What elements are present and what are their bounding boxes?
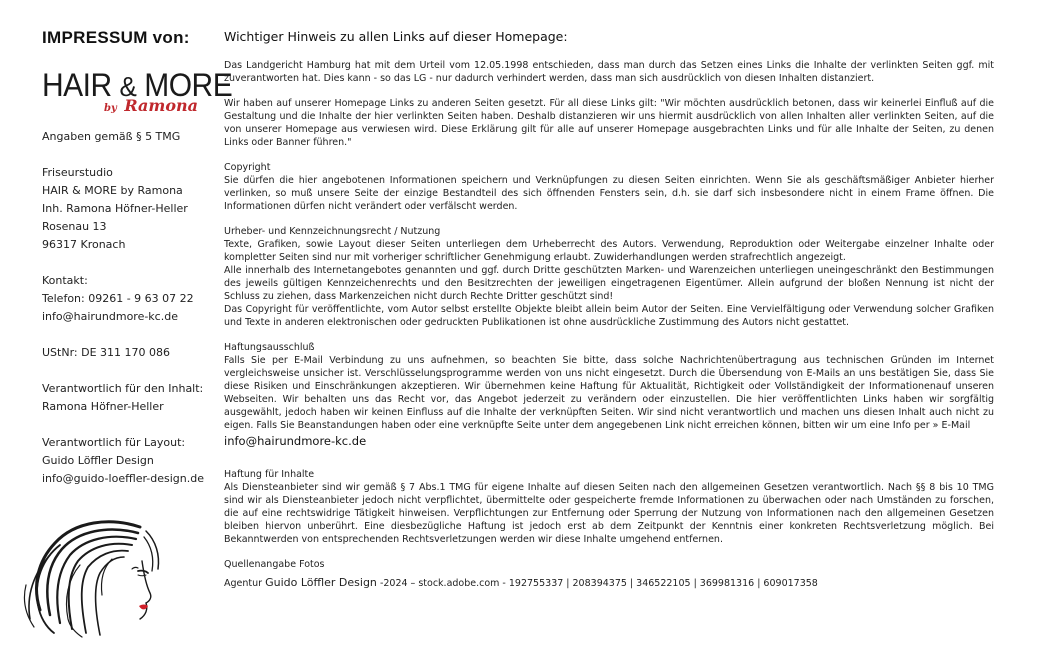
photo-credits-title: Quellenangabe Fotos	[224, 559, 325, 570]
address-block	[42, 164, 217, 254]
urheber-section	[224, 225, 994, 329]
intro-paragraph-1: Das Landgericht Hamburg hat mit dem Urteil vom 12.05.1998 entschieden, dass man durch das Setzen eines Links die Inhalte der verlinkten Seiten ggf. mit zuverantworten hat. Dies kann - so das LG - nur dadurch verhindert werden, dass man sich ausdrücklich von diesen Inhalten distanziert.	[224, 60, 994, 84]
copyright-section	[224, 161, 994, 213]
layout-responsible-label: Verantwortlich für Layout:	[42, 436, 186, 449]
urheber-body-2: Alle innerhalb des Internetangebotes genannten und ggf. durch Dritte geschützten Marken- und Warenzeichen unterliegen uneingeschränkt den Bestimmungen des jeweils gültigen Kennzeichenrechts und den Besitzrechten der jeweiligen eingetragenen Eigentümer. Allein aufgrund der bloßen Nennung ist nicht der Schluss zu ziehen, dass Markenzeichen nicht durch Rechte Dritter geschützt sind!	[224, 265, 994, 302]
copyright-title: Copyright	[224, 162, 271, 173]
logo-ampersand: &	[119, 70, 137, 103]
haftungsausschluss-title: Haftungsausschluß	[224, 342, 315, 353]
ust-number: UStNr: DE 311 170 086	[42, 346, 171, 359]
logo-word-more: MORE	[144, 67, 233, 104]
angaben-tmg: Angaben gemäß § 5 TMG	[42, 130, 181, 143]
content-responsible-block	[42, 380, 217, 416]
address-line: 96317 Kronach	[42, 238, 126, 251]
layout-responsible-block	[42, 434, 217, 488]
content-responsible-name: Ramona Höfner-Heller	[42, 400, 164, 413]
hair-and-more-logo	[42, 67, 233, 120]
impressum-title: IMPRESSUM von:	[42, 28, 190, 47]
credits-prefix: Agentur	[224, 578, 263, 589]
haftung-inhalte-section	[224, 468, 994, 546]
page-title: Wichtiger Hinweis zu allen Links auf dieser Homepage:	[224, 29, 568, 44]
photo-credits-line	[224, 576, 994, 590]
haftung-inhalte-title: Haftung für Inhalte	[224, 469, 315, 480]
layout-email-link[interactable]: info@guido-loeffler-design.de	[42, 472, 205, 485]
address-line: Inh. Ramona Höfner-Heller	[42, 202, 188, 215]
address-line: Rosenau 13	[42, 220, 107, 233]
contact-email-link[interactable]: info@hairundmore-kc.de	[42, 310, 178, 323]
haftung-email-link[interactable]: info@hairundmore-kc.de	[224, 434, 367, 448]
legal-main-content	[224, 30, 994, 602]
contact-label: Kontakt:	[42, 274, 88, 287]
address-line: HAIR & MORE by Ramona	[42, 184, 183, 197]
logo-name-ramona: Ramona	[124, 96, 199, 115]
intro-paragraph-2: Wir haben auf unserer Homepage Links zu anderen Seiten gesetzt. Für all diese Links gilt: "Wir möchten ausdrücklich betonen, dass wir keinerlei Einfluß auf die Gestaltung und die Inhalte der hier verlinkten Seiten haben. Deshalb distanzieren wir uns hiermit ausdrücklich von allen Inhalten aller verlinkten Seiten, auf die von unserer Homepage aus verwiesen wird. Diese Erklärung gilt für alle auf unserer Homepage ausgebrachten Links und für alle Inhalte der Seiten, zu denen Links oder Banner führen."	[224, 98, 994, 148]
address-line: Friseurstudio	[42, 166, 113, 179]
logo-by: by	[104, 103, 117, 114]
urheber-title: Urheber- und Kennzeichnungsrecht / Nutzung	[224, 226, 441, 237]
logo-word-hair: HAIR	[42, 67, 112, 104]
credits-agency: Guido Löffler Design	[265, 576, 377, 589]
contact-phone: Telefon: 09261 - 9 63 07 22	[42, 292, 194, 305]
urheber-body-3: Das Copyright für veröffentlichte, vom Autor selbst erstellte Objekte bleibt allein beim Autor der Seiten. Eine Vervielfältigung oder Verwendung solcher Grafiken und Texte in anderen elektronischen oder gedruckten Publikationen ist ohne ausdrückliche Zustimmung des Autors nicht gestattet.	[224, 304, 994, 328]
credits-stock-ids: -2024 – stock.adobe.com - 192755337 | 208394375 | 346522105 | 369981316 | 609017358	[379, 578, 818, 589]
haftung-inhalte-body: Als Diensteanbieter sind wir gemäß § 7 Abs.1 TMG für eigene Inhalte auf diesen Seiten nach den allgemeinen Gesetzen verantwortlich. Nach §§ 8 bis 10 TMG sind wir als Diensteanbieter jedoch nicht verpflichtet, übermittelte oder gespeicherte fremde Informationen zu überwachen oder nach Umständen zu forschen, die auf eine rechtswidrige Tätigkeit hinweisen. Verpflichtungen zur Entfernung oder Sperrung der Nutzung von Informationen nach den allgemeinen Gesetzen bleiben hiervon unberührt. Eine diesbezügliche Haftung ist jedoch erst ab dem Zeitpunkt der Kenntnis einer konkreten Rechtsverletzung möglich. Bei Bekanntwerden von entsprechenden Rechtsverletzungen werden wir diese Inhalte umgehend entfernen.	[224, 482, 994, 545]
haftungsausschluss-section	[224, 341, 994, 450]
copyright-body: Sie dürfen die hier angebotenen Informationen speichern und Verknüpfungen zu diesen Seiten einrichten. Wenn Sie als geschäftsmäßiger Anbieter hierher verlinken, so muß unsere Seite der einzige Bestandteil des sich öffnenden Fensters sein, d.h. sie darf sich insbesondere nicht in einem Frame öffnen. Die Informationen dürfen nicht verändert oder verfälscht werden.	[224, 175, 994, 212]
impressum-sidebar	[42, 28, 233, 488]
urheber-body-1: Texte, Grafiken, sowie Layout dieser Seiten unterliegen dem Urheberrecht des Autors. Verwendung, Reproduktion oder Weitergabe einzelner Inhalte oder kompletter Seiten sind nur mit vorheriger schriftlicher Genehmigung erlaubt. Zuwiderhandlungen werden strafrechtlich angezeigt.	[224, 239, 994, 263]
layout-responsible-name: Guido Löffler Design	[42, 454, 154, 467]
content-responsible-label: Verantwortlich für den Inhalt:	[42, 382, 204, 395]
contact-block	[42, 272, 217, 326]
haftungsausschluss-body: Falls Sie per E-Mail Verbindung zu uns aufnehmen, so beachten Sie bitte, dass solche Nachrichtenübertragung aus technischen Gründen im Internet vergleichsweise unsicher ist. Verschlüsselungsprogramme werden von uns nicht eingesetzt. Durch die Übersendung von E-Mails an uns bestätigen Sie, dass Sie diese Risiken und Einschränkungen akzeptieren. Wir übernehmen keine Haftung für Aktualität, Richtigkeit oder Vollständigkeit der Informationenauf unseren Webseiten. Wir behalten uns das Recht vor, das Angebot jederzeit zu verändern oder einzustellen. Die hier veröffentlichten Links haben wir sorgfältig ausgewählt, jedoch haben wir keinen Einfluss auf die Inhalte der verknüpften Seiten. Wir sind nicht verantwortlich und machen uns diesen Inhalt auch nicht zu eigen. Falls Sie Beanstandungen haben oder eine verknüpfte Seite unter dem angegebenen Link nicht erreichen können, bitten wir um eine Info per » E-Mail	[224, 355, 994, 431]
photo-credits-section	[224, 558, 994, 590]
woman-portrait-icon	[20, 515, 170, 640]
